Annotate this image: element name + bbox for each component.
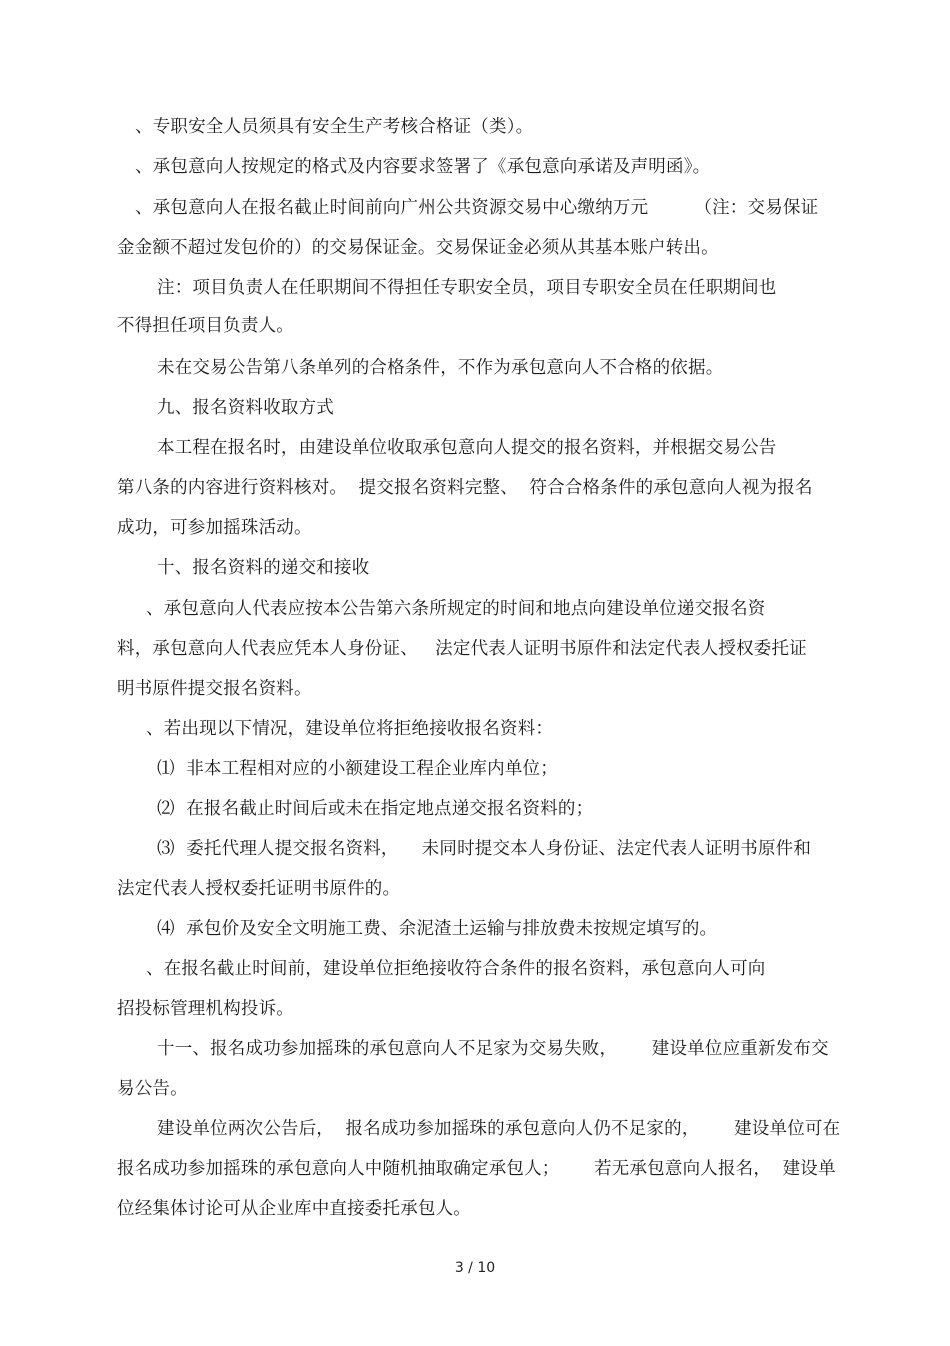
text-line: 、在报名截止时间前，建设单位拒绝接收符合条件的报名资料，承包意向人可向: [146, 959, 766, 979]
text-line: 、承包意向人按规定的格式及内容要求签署了《承包意向承诺及声明函》。: [135, 157, 711, 177]
list-item: ⑶ 委托代理人提交报名资料， 未同时提交本人身份证、法定代表人证明书原件和: [157, 839, 812, 859]
section-heading: 九、报名资料收取方式: [157, 398, 334, 418]
text-line: 成功，可参加摇珠活动。: [117, 518, 312, 538]
text-line: 建设单位两次公告后， 报名成功参加摇珠的承包意向人仍不足家的， 建设单位可在: [157, 1119, 841, 1139]
text-line: 料，承包意向人代表应凭本人身份证、 法定代表人证明书原件和法定代表人授权委托证: [117, 639, 807, 659]
section-heading: 十一、报名成功参加摇珠的承包意向人不足家为交易失败， 建设单位应重新发布交: [157, 1039, 829, 1059]
text-line: 未在交易公告第八条单列的合格条件，不作为承包意向人不合格的依据。: [157, 358, 724, 378]
text-line: 报名成功参加摇珠的承包意向人中随机抽取确定承包人； 若无承包意向人报名， 建设单: [117, 1159, 836, 1179]
text-line: 位经集体讨论可从企业库中直接委托承包人。: [117, 1199, 471, 1219]
text-line: 第八条的内容进行资料核对。 提交报名资料完整、 符合合格条件的承包意向人视为报名: [117, 478, 813, 498]
list-item: ⑷ 承包价及安全文明施工费、余泥渣土运输与排放费未按规定填写的。: [157, 919, 718, 939]
text-line: 、承包意向人代表应按本公告第六条所规定的时间和地点向建设单位递交报名资: [146, 599, 766, 619]
text-line: 、专职安全人员须具有安全生产考核合格证（类）。: [135, 117, 534, 137]
list-item: ⑵ 在报名截止时间后或未在指定地点递交报名资料的；: [157, 799, 594, 819]
text-line: 、若出现以下情况，建设单位将拒绝接收报名资料：: [146, 719, 554, 739]
list-item: ⑴ 非本工程相对应的小额建设工程企业库内单位；: [157, 759, 558, 779]
text-line: 本工程在报名时，由建设单位收取承包意向人提交的报名资料，并根据交易公告: [157, 438, 777, 458]
note-line: 注：项目负责人在任职期间不得担任专职安全员，项目专职安全员在任职期间也: [157, 278, 777, 298]
note-line: 不得担任项目负责人。: [117, 316, 294, 336]
section-heading: 十、报名资料的递交和接收: [157, 558, 370, 578]
text-line: 金金额不超过发包价的）的交易保证金。交易保证金必须从其基本账户转出。: [117, 238, 719, 258]
text-line: 易公告。: [117, 1079, 188, 1099]
text-line: 招投标管理机构投诉。: [117, 999, 294, 1019]
text-line: 明书原件提交报名资料。: [117, 679, 312, 699]
page-number: 3 / 10: [454, 1260, 496, 1276]
text-line: 、承包意向人在报名截止时间前向广州公共资源交易中心缴纳万元 （注：交易保证: [135, 198, 819, 218]
list-item: 法定代表人授权委托证明书原件的。: [117, 879, 401, 899]
